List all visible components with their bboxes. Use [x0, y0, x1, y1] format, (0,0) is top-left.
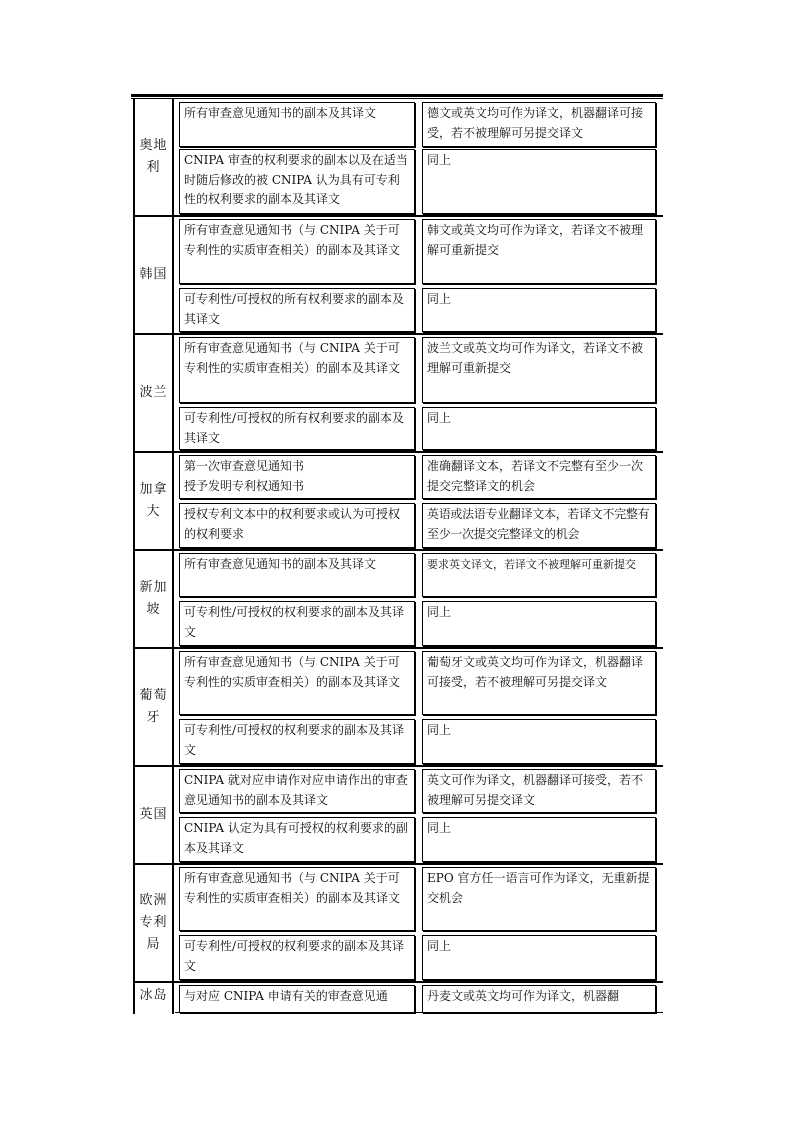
document-cell: 所有审查意见通知书的副本及其译文 — [179, 102, 415, 147]
translation-cell: 韩文或英文均可作为译文，若译文不被理解可重新提交 — [422, 219, 656, 284]
document-cell: 可专利性/可授权的权利要求的副本及其译文 — [179, 935, 415, 980]
country-cell: 波兰 — [133, 335, 174, 451]
row-group-iceland — [131, 983, 663, 1014]
translation-cell: 同上 — [422, 601, 656, 646]
translation-cell: 英语或法语专业翻译文本，若译文不完整有至少一次提交完整译文的机会 — [422, 503, 656, 548]
country-cell: 欧洲专利局 — [133, 865, 174, 981]
translation-cell: 德文或英文均可作为译文，机器翻译可接受，若不被理解可另提交译文 — [422, 102, 656, 147]
table-top-rule — [131, 94, 663, 97]
document-cell: 授权专利文本中的权利要求或认为可授权的权利要求 — [179, 503, 415, 548]
translation-cell: 同上 — [422, 407, 656, 450]
row-group-portugal — [131, 649, 663, 765]
translation-cell: 同上 — [422, 935, 656, 980]
translation-cell: 葡萄牙文或英文均可作为译文，机器翻译可接受，若不被理解可另提交译文 — [422, 651, 656, 715]
country-cell: 加拿大 — [133, 453, 174, 549]
translation-cell: 同上 — [422, 149, 656, 214]
table-bottom-rule — [175, 1012, 663, 1013]
translation-cell: EPO 官方任一语言可作为译文，无重新提交机会 — [422, 867, 656, 931]
translation-cell: 英文可作为译文，机器翻译可接受，若不被理解可另提交译文 — [422, 769, 656, 813]
document-cell: CNIPA 认定为具有可授权的权利要求的副本及其译文 — [179, 817, 415, 862]
row-group-singapore — [131, 551, 663, 647]
row-group-canada — [131, 453, 663, 549]
document-cell: 所有审查意见通知书的副本及其译文 — [179, 553, 415, 597]
row-group-uk — [131, 767, 663, 863]
row-group-austria — [131, 99, 663, 215]
translation-cell: 同上 — [422, 817, 656, 862]
country-cell: 新加坡 — [133, 551, 174, 647]
document-cell: 所有审查意见通知书（与 CNIPA 关于可专利性的实质审查相关）的副本及其译文 — [179, 867, 415, 931]
translation-cell: 同上 — [422, 719, 656, 764]
row-group-epo — [131, 865, 663, 981]
country-cell: 冰岛 — [133, 983, 174, 1014]
document-cell: 可专利性/可授权的所有权利要求的副本及其译文 — [179, 407, 415, 450]
country-cell: 奥地利 — [133, 99, 174, 215]
translation-cell: 要求英文译文，若译文不被理解可重新提交 — [422, 553, 656, 597]
country-cell: 葡萄牙 — [133, 649, 174, 765]
document-cell: 所有审查意见通知书（与 CNIPA 关于可专利性的实质审查相关）的副本及其译文 — [179, 651, 415, 715]
document-cell: CNIPA 审查的权利要求的副本以及在适当时随后修改的被 CNIPA 认为具有可专利性的权利要求的副本及其译文 — [179, 149, 415, 214]
document-cell: 可专利性/可授权的权利要求的副本及其译文 — [179, 719, 415, 764]
document-cell: 与对应 CNIPA 申请有关的审查意见通 — [179, 985, 415, 1013]
translation-cell: 准确翻译文本，若译文不完整有至少一次提交完整译文的机会 — [422, 455, 656, 499]
country-cell: 英国 — [133, 767, 174, 863]
translation-cell: 同上 — [422, 288, 656, 332]
document-cell: 所有审查意见通知书（与 CNIPA 关于可专利性的实质审查相关）的副本及其译文 — [179, 219, 415, 284]
document-cell: 第一次审查意见通知书 授予发明专利权通知书 — [179, 455, 415, 499]
document-cell: 所有审查意见通知书（与 CNIPA 关于可专利性的实质审查相关）的副本及其译文 — [179, 337, 415, 403]
document-cell: CNIPA 就对应申请作对应申请作出的审查意见通知书的副本及其译文 — [179, 769, 415, 813]
translation-cell: 波兰文或英文均可作为译文，若译文不被理解可重新提交 — [422, 337, 656, 403]
translation-cell: 丹麦文或英文均可作为译文，机器翻 — [422, 985, 656, 1013]
document-cell: 可专利性/可授权的权利要求的副本及其译文 — [179, 601, 415, 646]
document-cell: 可专利性/可授权的所有权利要求的副本及其译文 — [179, 288, 415, 332]
row-group-korea — [131, 217, 663, 333]
row-group-poland — [131, 335, 663, 451]
country-cell: 韩国 — [133, 217, 174, 333]
